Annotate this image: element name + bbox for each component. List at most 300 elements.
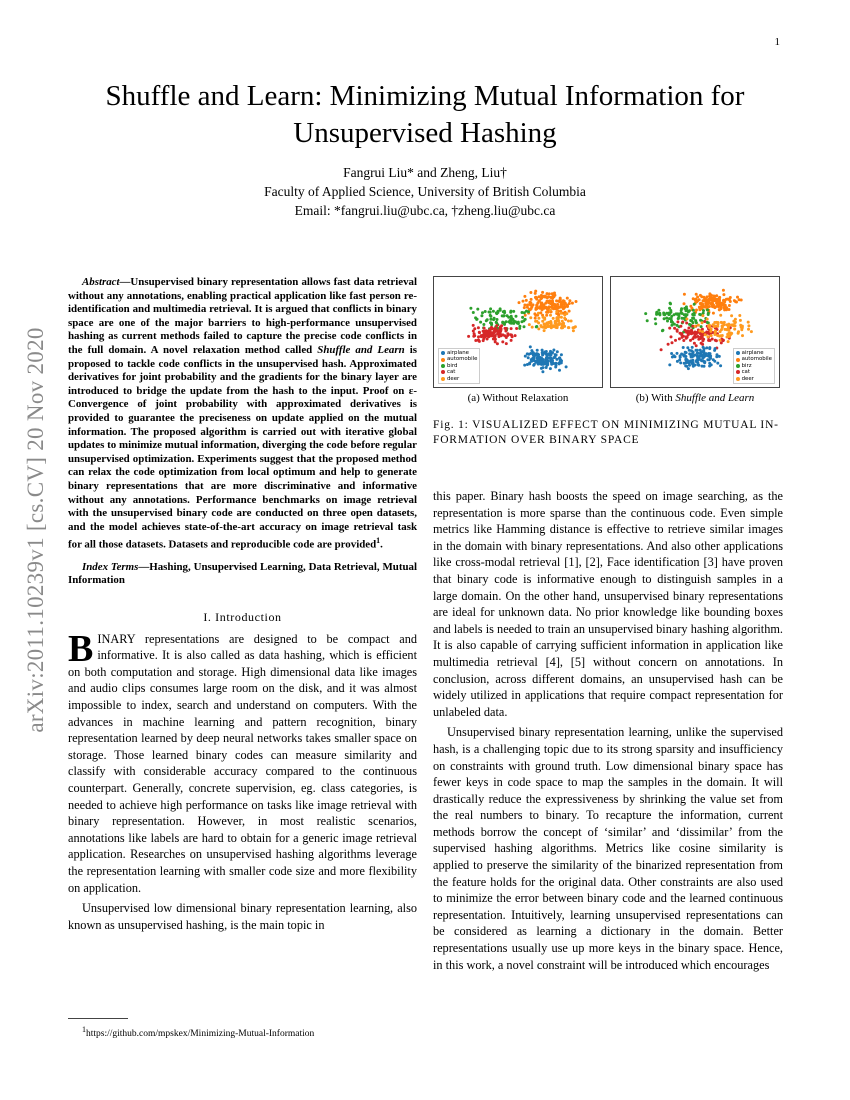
scatter-point bbox=[478, 331, 481, 334]
scatter-point bbox=[549, 321, 552, 324]
scatter-point bbox=[469, 307, 472, 310]
scatter-point bbox=[735, 301, 738, 304]
scatter-point bbox=[654, 322, 657, 325]
scatter-point bbox=[505, 342, 508, 345]
legend-dot-icon bbox=[736, 358, 740, 362]
scatter-point bbox=[700, 355, 703, 358]
scatter-point bbox=[678, 337, 681, 340]
scatter-point bbox=[540, 325, 543, 328]
scatter-point bbox=[540, 296, 543, 299]
scatter-point bbox=[477, 339, 480, 342]
scatter-point bbox=[661, 329, 664, 332]
scatter-point bbox=[712, 304, 715, 307]
scatter-point bbox=[517, 322, 520, 325]
legend-a bbox=[438, 348, 480, 384]
abstract-label: Abstract bbox=[82, 276, 120, 288]
scatter-point bbox=[541, 349, 544, 352]
scatter-point bbox=[668, 363, 671, 366]
scatter-point bbox=[683, 329, 686, 332]
scatter-point bbox=[526, 352, 529, 355]
scatter-point bbox=[732, 320, 735, 323]
scatter-point bbox=[494, 330, 497, 333]
legend-a-item bbox=[441, 376, 477, 382]
scatter-point bbox=[552, 304, 555, 307]
scatter-point bbox=[747, 324, 750, 327]
scatter-point bbox=[694, 332, 697, 335]
scatter-point bbox=[728, 331, 731, 334]
scatter-point bbox=[560, 326, 563, 329]
scatter-point bbox=[528, 323, 531, 326]
scatter-point bbox=[739, 324, 742, 327]
scatter-point bbox=[683, 293, 686, 296]
scatter-point bbox=[692, 313, 695, 316]
arxiv-stamp-text: arXiv:2011.10239v1 [cs.CV] 20 Nov 2020 bbox=[23, 327, 48, 733]
scatter-point bbox=[695, 321, 698, 324]
scatter-point bbox=[531, 326, 534, 329]
abstract-text-1: —Unsupervised binary representation allows fast data retrieval without any annotations, enabling practical application like fast person re-identification and multimedia retrieval. It is argued that conflicts in binary space are one of the major barriers to high-performance unsupervised hashing as current methods failed to capture the precise code conflicts in the full domain. A novel relaxation method called bbox=[68, 276, 417, 356]
scatter-point bbox=[724, 308, 727, 311]
scatter-point bbox=[736, 296, 739, 299]
figure-caption-line-2: FORMATION OVER BINARY SPACE bbox=[433, 434, 640, 446]
scatter-point bbox=[683, 302, 686, 305]
scatter-point bbox=[714, 347, 717, 350]
legend-a-label: deer bbox=[447, 375, 460, 382]
scatter-point bbox=[536, 303, 539, 306]
scatter-point bbox=[694, 336, 697, 339]
scatter-point bbox=[730, 324, 733, 327]
index-terms bbox=[68, 561, 417, 588]
scatter-point bbox=[728, 308, 731, 311]
scatter-point bbox=[537, 312, 540, 315]
scatter-point bbox=[549, 314, 552, 317]
scatter-point bbox=[489, 307, 492, 310]
abstract bbox=[68, 276, 417, 553]
scatter-point bbox=[692, 365, 695, 368]
scatter-point bbox=[474, 316, 477, 319]
scatter-point bbox=[716, 334, 719, 337]
scatter-point bbox=[701, 314, 704, 317]
scatter-point bbox=[490, 323, 493, 326]
scatter-point bbox=[555, 308, 558, 311]
scatter-point bbox=[561, 304, 564, 307]
scatter-point bbox=[676, 320, 679, 323]
scatter-point bbox=[547, 295, 550, 298]
scatter-point bbox=[707, 335, 710, 338]
scatter-point bbox=[709, 295, 712, 298]
scatter-point bbox=[689, 305, 692, 308]
scatter-point bbox=[522, 300, 525, 303]
scatter-point bbox=[566, 297, 569, 300]
right-column bbox=[433, 488, 783, 973]
scatter-point bbox=[700, 358, 703, 361]
scatter-point bbox=[699, 294, 702, 297]
scatter-point bbox=[692, 355, 695, 358]
scatter-point bbox=[525, 299, 528, 302]
paper-title: Shuffle and Learn: Minimizing Mutual Information for Unsupervised Hashing bbox=[105, 80, 745, 149]
scatter-point bbox=[681, 336, 684, 339]
scatter-point bbox=[543, 323, 546, 326]
scatter-point bbox=[679, 325, 682, 328]
scatter-point bbox=[523, 306, 526, 309]
scatter-point bbox=[715, 339, 718, 342]
scatter-point bbox=[558, 300, 561, 303]
scatter-point bbox=[689, 339, 692, 342]
scatter-point bbox=[560, 312, 563, 315]
scatter-point bbox=[688, 352, 691, 355]
scatter-point bbox=[693, 342, 696, 345]
scatter-point bbox=[543, 351, 546, 354]
scatter-point bbox=[704, 333, 707, 336]
figure-caption-line-1: Fig. 1: VISUALIZED EFFECT ON MINIMIZING MUTUAL IN- bbox=[433, 419, 779, 431]
scatter-point bbox=[723, 328, 726, 331]
scatter-point bbox=[706, 305, 709, 308]
scatter-point bbox=[544, 326, 547, 329]
scatter-point bbox=[673, 327, 676, 330]
scatter-point bbox=[562, 300, 565, 303]
scatter-point bbox=[493, 317, 496, 320]
legend-dot-icon bbox=[736, 351, 740, 355]
scatter-point bbox=[715, 321, 718, 324]
scatter-point bbox=[500, 328, 503, 331]
scatter-point bbox=[523, 311, 526, 314]
scatter-point bbox=[553, 292, 556, 295]
left-column bbox=[68, 276, 417, 933]
scatter-point bbox=[709, 302, 712, 305]
scatter-point bbox=[554, 366, 557, 369]
intro-paragraph-4: Unsupervised binary representation learning, unlike the supervised hash, is a challenging topic due to its strong sparsity and insufficiency on constraints with ground truth. Low dimensional binary space has fewer keys in code space to map the samples in the domain. It will drastically reduce the expressiveness by shrinking the value set from the real numbers to binary. To recapture the information, current methods borrow the concept of ‘similar’ and ‘dissimilar’ from the supervised hashing algorithms. Metrics like cosine similarity is applied to preserve the similarity of the binarized representation from the feature holds for the original data. Other constraints are also used to minimize the error between binary code and the learned continuous representation. Intuitively, learning unsupervised representations can be considered as learning a dictionary in the domain. Better representations usually use up more keys in the binary space. Hence, in this work, a novel constraint will be introduced which encourages bbox=[433, 725, 783, 972]
scatter-point bbox=[705, 346, 708, 349]
scatter-point bbox=[671, 341, 674, 344]
scatter-point bbox=[677, 313, 680, 316]
scatter-point bbox=[682, 346, 685, 349]
scatter-point bbox=[671, 321, 674, 324]
scatter-point bbox=[697, 338, 700, 341]
scatter-point bbox=[678, 358, 681, 361]
scatter-point bbox=[575, 300, 578, 303]
scatter-point bbox=[703, 360, 706, 363]
scatter-point bbox=[574, 325, 577, 328]
figure-caption bbox=[433, 418, 783, 448]
scatter-point bbox=[699, 351, 702, 354]
scatter-point bbox=[663, 313, 666, 316]
scatter-point bbox=[695, 344, 698, 347]
scatter-point bbox=[707, 312, 710, 315]
intro-paragraph-2: Unsupervised low dimensional binary representation learning, also known as unsupervised hashing, is the main topic in bbox=[68, 901, 417, 932]
scatter-point bbox=[492, 310, 495, 313]
scatter-point bbox=[665, 317, 668, 320]
legend-dot-icon bbox=[441, 377, 445, 381]
scatter-point bbox=[698, 306, 701, 309]
author-names: Fangrui Liu* and Zheng, Liu† bbox=[343, 165, 507, 180]
scatter-point bbox=[500, 334, 503, 337]
scatter-point bbox=[730, 314, 733, 317]
scatter-point bbox=[680, 307, 683, 310]
section-heading-introduction: I. Introduction bbox=[203, 609, 282, 624]
scatter-point bbox=[558, 322, 561, 325]
index-terms-text: —Hashing, Unsupervised Learning, Data Retrieval, Mutual Information bbox=[68, 560, 417, 587]
scatter-point bbox=[709, 357, 712, 360]
scatter-point bbox=[483, 330, 486, 333]
scatter-point bbox=[730, 332, 733, 335]
scatter-point bbox=[685, 351, 688, 354]
scatter-point bbox=[711, 300, 714, 303]
scatter-point bbox=[686, 359, 689, 362]
scatter-point bbox=[541, 353, 544, 356]
scatter-point bbox=[532, 354, 535, 357]
scatter-point bbox=[670, 335, 673, 338]
abstract-end: . bbox=[380, 538, 383, 551]
scatter-point bbox=[546, 292, 549, 295]
scatter-point bbox=[690, 320, 693, 323]
scatter-point bbox=[679, 332, 682, 335]
scatter-point bbox=[686, 313, 689, 316]
scatter-point bbox=[563, 314, 566, 317]
scatter-point bbox=[671, 356, 674, 359]
scatter-point bbox=[530, 307, 533, 310]
scatter-point bbox=[695, 309, 698, 312]
scatter-point bbox=[504, 327, 507, 330]
scatter-point bbox=[534, 317, 537, 320]
legend-dot-icon bbox=[441, 358, 445, 362]
scatter-point bbox=[535, 298, 538, 301]
scatter-point bbox=[663, 317, 666, 320]
scatter-point bbox=[494, 340, 497, 343]
scatter-point bbox=[719, 334, 722, 337]
scatter-point bbox=[543, 329, 546, 332]
scatter-point bbox=[506, 314, 509, 317]
scatter-point bbox=[747, 321, 750, 324]
scatter-point bbox=[482, 323, 485, 326]
scatter-point bbox=[546, 354, 549, 357]
scatter-point bbox=[536, 353, 539, 356]
scatter-point bbox=[542, 362, 545, 365]
scatter-point bbox=[482, 339, 485, 342]
scatter-point bbox=[570, 320, 573, 323]
scatter-point bbox=[719, 314, 722, 317]
legend-dot-icon bbox=[441, 351, 445, 355]
legend-dot-icon bbox=[441, 364, 445, 368]
scatter-point bbox=[716, 362, 719, 365]
scatter-point bbox=[549, 309, 552, 312]
scatter-point bbox=[747, 328, 750, 331]
scatter-point bbox=[547, 300, 550, 303]
scatter-point bbox=[503, 334, 506, 337]
author-block bbox=[60, 163, 790, 220]
scatter-point bbox=[719, 330, 722, 333]
scatter-point bbox=[523, 325, 526, 328]
scatter-point bbox=[701, 302, 704, 305]
scatter-point bbox=[556, 350, 559, 353]
legend-dot-icon bbox=[441, 370, 445, 374]
scatter-point bbox=[719, 339, 722, 342]
legend-b-label: birz bbox=[741, 362, 752, 369]
subcaption-b bbox=[610, 392, 780, 404]
legend-b-label: deer bbox=[741, 375, 754, 382]
footnote bbox=[82, 1025, 314, 1039]
scatter-point bbox=[527, 356, 530, 359]
scatter-point bbox=[557, 313, 560, 316]
scatter-point bbox=[480, 335, 483, 338]
scatter-point bbox=[541, 291, 544, 294]
scatter-point bbox=[566, 305, 569, 308]
scatter-point bbox=[681, 312, 684, 315]
scatter-point bbox=[560, 316, 563, 319]
scatter-point bbox=[476, 308, 479, 311]
scatter-point bbox=[713, 325, 716, 328]
scatter-point bbox=[529, 301, 532, 304]
scatter-point bbox=[567, 320, 570, 323]
scatter-point bbox=[524, 314, 527, 317]
scatter-point bbox=[696, 355, 699, 358]
scatter-point bbox=[479, 321, 482, 324]
scatter-point bbox=[680, 353, 683, 356]
scatter-point bbox=[708, 362, 711, 365]
scatter-point bbox=[562, 322, 565, 325]
scatter-point bbox=[685, 322, 688, 325]
scatter-point bbox=[515, 315, 518, 318]
scatter-point bbox=[682, 339, 685, 342]
scatter-point bbox=[555, 317, 558, 320]
scatter-point bbox=[523, 304, 526, 307]
scatter-point bbox=[524, 318, 527, 321]
scatter-point bbox=[738, 298, 741, 301]
scatter-point bbox=[697, 324, 700, 327]
scatter-point bbox=[521, 316, 524, 319]
scatter-point bbox=[486, 338, 489, 341]
scatter-point bbox=[526, 304, 529, 307]
footnote-link[interactable]: https://github.com/mpskex/Minimizing-Mutual-Information bbox=[86, 1029, 315, 1040]
scatter-point bbox=[503, 321, 506, 324]
scatter-point bbox=[546, 356, 549, 359]
scatter-point bbox=[543, 317, 546, 320]
scatter-point bbox=[706, 309, 709, 312]
scatter-point bbox=[552, 317, 555, 320]
scatter-point bbox=[718, 296, 721, 299]
scatter-point bbox=[495, 311, 498, 314]
scatter-point bbox=[489, 330, 492, 333]
scatter-point bbox=[477, 335, 480, 338]
scatter-point bbox=[703, 347, 706, 350]
scatter-point bbox=[530, 349, 533, 352]
legend-b-item bbox=[736, 376, 772, 382]
scatter-point bbox=[693, 303, 696, 306]
scatter-point bbox=[552, 362, 555, 365]
scatter-point bbox=[738, 314, 741, 317]
scatter-point bbox=[551, 297, 554, 300]
scatter-point bbox=[692, 317, 695, 320]
scatter-point bbox=[504, 330, 507, 333]
scatter-point bbox=[674, 339, 677, 342]
legend-dot-icon bbox=[736, 370, 740, 374]
scatter-point bbox=[503, 314, 506, 317]
scatter-point bbox=[698, 329, 701, 332]
scatter-point bbox=[691, 346, 694, 349]
scatter-point bbox=[670, 352, 673, 355]
scatter-point bbox=[539, 360, 542, 363]
scatter-point bbox=[572, 329, 575, 332]
intro-paragraph-1-text: INARY representations are designed to be compact and informative. It is also called as data hashing, which is efficient on both computation and storage. High dimensional data like images and audio clips consumes large room on the disk, and it was almost impossible to index, search and understand on computers. With the advances in machine learning and pattern recognition, binary representation learned by deep neural networks takes smaller space on storage. Those learned binary codes can measure similarity and classify with considerable accuracy compared to the continuous counterpart. Generally, concrete supervision, eg. class categories, is needed to achieve high performance on tasks like image retrieval with binary representation. However, in most realistic scenarios, annotations like labels are hard to obtain for a generic image retrieval application. Researches on unsupervised hashing algorithms leverage the representation learning with smaller code size and more flexibility on application. bbox=[68, 631, 417, 895]
scatter-point bbox=[644, 312, 647, 315]
scatter-point bbox=[681, 321, 684, 324]
scatter-point bbox=[668, 327, 671, 330]
scatter-point bbox=[707, 302, 710, 305]
scatter-point bbox=[537, 363, 540, 366]
scatter-point bbox=[559, 360, 562, 363]
scatter-point bbox=[565, 365, 568, 368]
scatter-point bbox=[715, 300, 718, 303]
scatter-point bbox=[529, 345, 532, 348]
scatter-point bbox=[511, 335, 514, 338]
scatter-point bbox=[537, 327, 540, 330]
scatter-point bbox=[722, 289, 725, 292]
scatter-point bbox=[690, 360, 693, 363]
scatter-point bbox=[701, 330, 704, 333]
scatter-point bbox=[727, 323, 730, 326]
scatter-point bbox=[560, 353, 563, 356]
scatter-point bbox=[484, 310, 487, 313]
scatter-point bbox=[719, 364, 722, 367]
scatter-point bbox=[710, 334, 713, 337]
scatter-point bbox=[702, 350, 705, 353]
legend-a-label: airplane bbox=[447, 349, 469, 356]
scatter-point bbox=[734, 324, 737, 327]
arxiv-stamp bbox=[6, 290, 66, 770]
scatter-point bbox=[701, 321, 704, 324]
legend-b-label: cat bbox=[741, 369, 750, 376]
scatter-point bbox=[708, 365, 711, 368]
legend-dot-icon bbox=[736, 364, 740, 368]
footnote-separator bbox=[68, 1018, 128, 1019]
scatter-point bbox=[495, 321, 498, 324]
scatter-point bbox=[683, 362, 686, 365]
scatter-point bbox=[539, 356, 542, 359]
scatter-point bbox=[530, 360, 533, 363]
scatter-point bbox=[646, 319, 649, 322]
scatter-point bbox=[721, 325, 724, 328]
scatter-point bbox=[549, 302, 552, 305]
scatter-point bbox=[523, 295, 526, 298]
scatter-point bbox=[697, 352, 700, 355]
scatter-point bbox=[713, 296, 716, 299]
scatter-point bbox=[679, 356, 682, 359]
scatter-point bbox=[491, 327, 494, 330]
scatter-point bbox=[692, 309, 695, 312]
scatter-point bbox=[489, 315, 492, 318]
scatter-point bbox=[558, 369, 561, 372]
scatter-point bbox=[717, 303, 720, 306]
scatter-point bbox=[696, 299, 699, 302]
scatter-point bbox=[694, 325, 697, 328]
scatter-point bbox=[530, 298, 533, 301]
scatter-point bbox=[669, 302, 672, 305]
scatter-point bbox=[686, 336, 689, 339]
scatter-point bbox=[488, 311, 491, 314]
scatter-point bbox=[489, 334, 492, 337]
scatter-point bbox=[685, 318, 688, 321]
scatter-point bbox=[677, 317, 680, 320]
scatter-point bbox=[688, 331, 691, 334]
abstract-text-2: is proposed to tackle code conflicts in the unsupervised hash. Approximated derivatives for joint probability and the gradients for the binary layer are introduced to bridge the update from the hash to the input. Proof on ε-Convergence of joint probability with approximated derivatives is provided to guarantee the preciseness on update applied on the mutual information. The proposed algorithm is carried out with iterative global updates to minimize mutual information, diverging the code before regular unsupervised optimization. Experiments suggest that the proposed method can relax the code optimization from local optimum and help to generate binary representations that are more discriminative and informative without any annotations. Performance benchmarks on image retrieval with the unsupervised binary code are conducted on three open datasets, and the model achieves state-of-the-art accuracy on image retrieval task for all those datasets. Datasets and reproducible code are provided bbox=[68, 343, 417, 551]
scatter-point bbox=[712, 312, 715, 315]
scatter-plot-a bbox=[433, 276, 603, 388]
scatter-point bbox=[532, 303, 535, 306]
scatter-point bbox=[668, 307, 671, 310]
subcaption-a: (a) Without Relaxation bbox=[467, 392, 569, 404]
scatter-point bbox=[703, 320, 706, 323]
scatter-point bbox=[536, 349, 539, 352]
scatter-point bbox=[668, 312, 671, 315]
dropcap: B bbox=[68, 627, 94, 670]
